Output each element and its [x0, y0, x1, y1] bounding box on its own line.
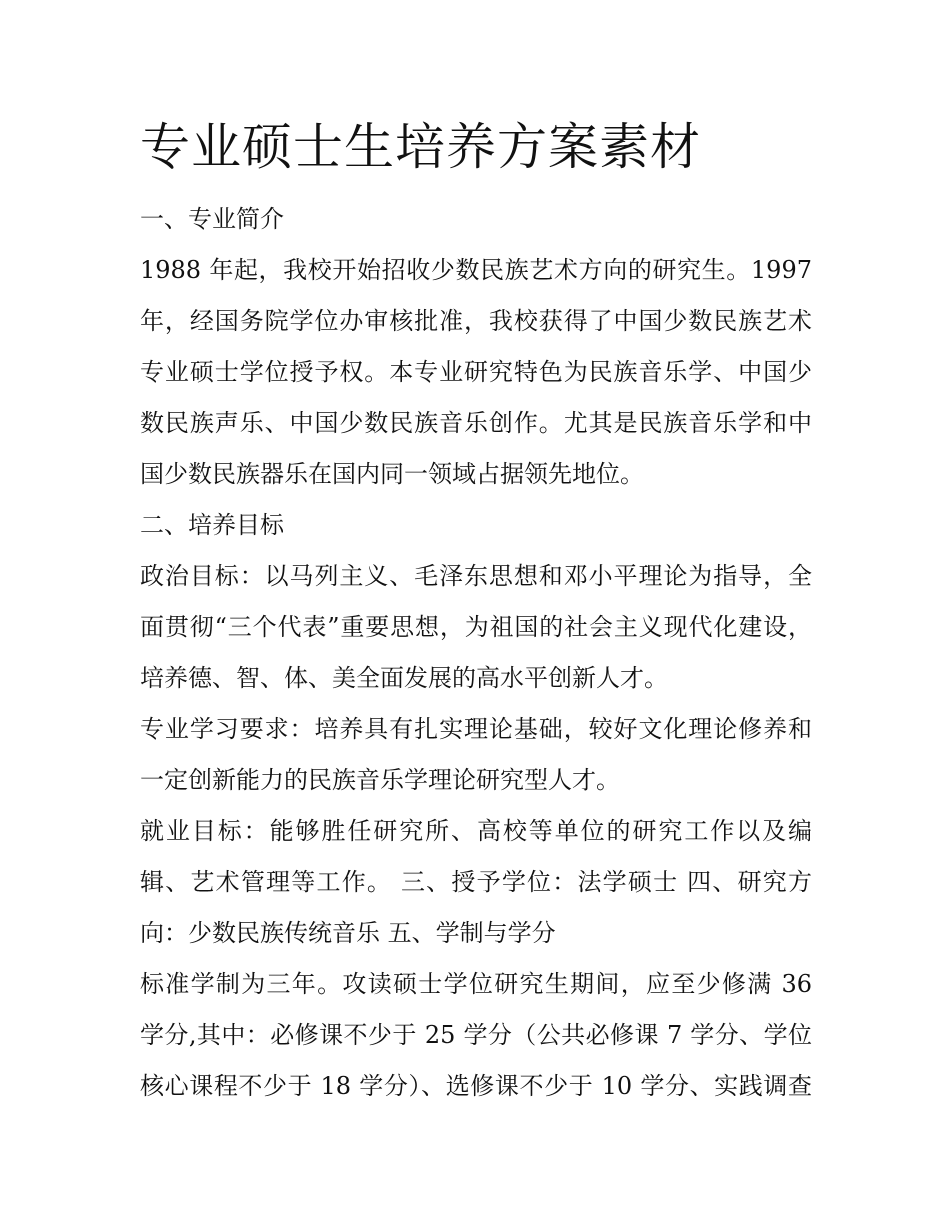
paragraph-line: 专业硕士学位授予权。本专业研究特色为民族音乐学、中国少: [140, 358, 812, 386]
paragraph-line: 向：少数民族传统音乐 五、学制与学分: [140, 919, 556, 947]
page-title: 专业硕士生培养方案素材: [140, 118, 701, 176]
paragraph-line: 辑、艺术管理等工作。 三、授予学位：法学硕士 四、研究方: [140, 868, 812, 896]
paragraph-line: 培养德、智、体、美全面发展的高水平创新人才。: [140, 664, 668, 692]
paragraph-line: 专业学习要求：培养具有扎实理论基础，较好文化理论修养和: [140, 715, 812, 743]
paragraph-line: 年，经国务院学位办审核批准，我校获得了中国少数民族艺术: [140, 307, 812, 335]
paragraph-line: 政治目标：以马列主义、毛泽东思想和邓小平理论为指导，全: [140, 562, 812, 590]
section-heading-goals: 二、培养目标: [140, 511, 284, 539]
section-heading-intro: 一、专业简介: [140, 205, 284, 233]
paragraph-line: 核心课程不少于 18 学分）、选修课不少于 10 学分、实践调查: [140, 1072, 812, 1100]
paragraph-line: 国少数民族器乐在国内同一领域占据领先地位。: [140, 460, 644, 488]
paragraph-line: 1988 年起，我校开始招收少数民族艺术方向的研究生。1997: [140, 256, 812, 284]
paragraph-line: 学分,其中：必修课不少于 25 学分（公共必修课 7 学分、学位: [140, 1021, 812, 1049]
paragraph-line: 数民族声乐、中国少数民族音乐创作。尤其是民族音乐学和中: [140, 409, 812, 437]
paragraph-line: 标准学制为三年。攻读硕士学位研究生期间，应至少修满 36: [140, 970, 812, 998]
paragraph-line: 一定创新能力的民族音乐学理论研究型人才。: [140, 766, 620, 794]
paragraph-line: 就业目标：能够胜任研究所、高校等单位的研究工作以及编: [140, 817, 812, 845]
paragraph-line: 面贯彻“三个代表”重要思想，为祖国的社会主义现代化建设，: [140, 613, 812, 641]
